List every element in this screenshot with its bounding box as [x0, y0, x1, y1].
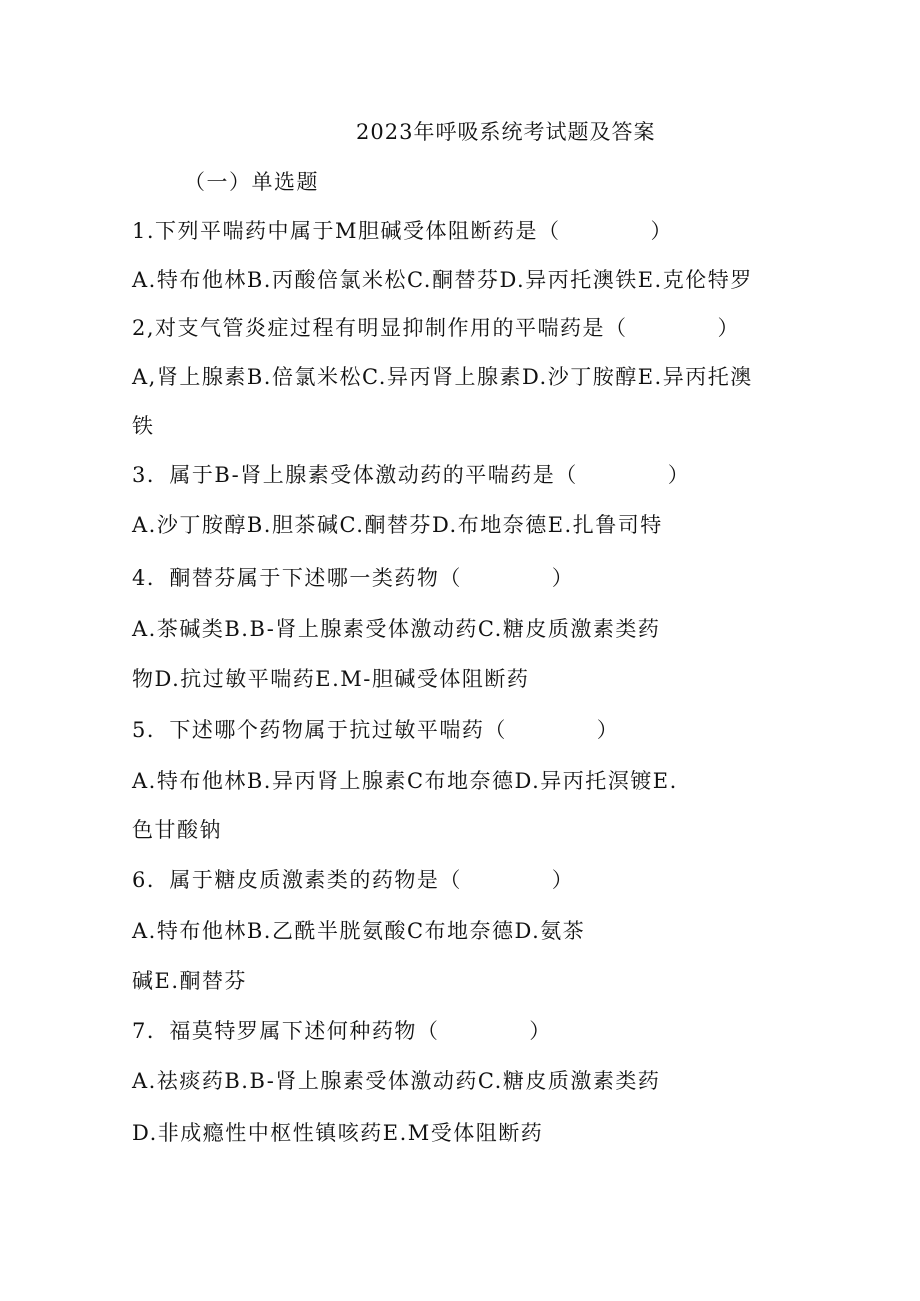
question-2-options: A,肾上腺素B.倍氯米松C.异丙肾上腺素D.沙丁胺醇E.异丙托澳 [132, 365, 753, 389]
question-5-options: A.特布他林B.异丙肾上腺素C布地奈德D.异丙托溟镀E. [132, 769, 678, 793]
question-6-options: A.特布他林B.乙酰半胱氨酸C布地奈德D.氨茶 [132, 919, 586, 943]
question-4: 4．酮替芬属于下述哪一类药物（ ） [132, 566, 575, 590]
question-6: 6．属于糖皮质激素类的药物是（ ） [132, 868, 575, 892]
question-1: 1.下列平喘药中属于M胆碱受体阻断药是（ ） [132, 219, 673, 243]
question-5: 5．下述哪个药物属于抗过敏平喘药（ ） [132, 718, 620, 742]
question-4-options-cont: 物D.抗过敏平喘药E.M-胆碱受体阻断药 [132, 667, 530, 691]
question-4-options: A.茶碱类B.B-肾上腺素受体激动药C.糖皮质激素类药 [132, 617, 661, 641]
question-3: 3．属于B-肾上腺素受体激动药的平喘药是（ ） [132, 463, 691, 487]
question-6-options-cont: 碱E.酮替芬 [132, 969, 248, 993]
question-7-options: A.祛痰药B.B-肾上腺素受体激动药C.糖皮质激素类药 [132, 1069, 661, 1093]
question-2: 2,对支气管炎症过程有明显抑制作用的平喘药是（ ） [132, 316, 740, 340]
question-2-options-cont: 铁 [132, 414, 155, 438]
section-heading: （一）单选题 [184, 170, 319, 194]
question-5-options-cont: 色甘酸钠 [132, 818, 222, 842]
question-1-options: A.特布他林B.丙酸倍氯米松C.酮替芬D.异丙托澳铁E.克伦特罗 [132, 268, 753, 292]
question-7-options-cont: D.非成瘾性中枢性镇咳药E.M受体阻断药 [132, 1121, 544, 1145]
question-7: 7．福莫特罗属下述何种药物（ ） [132, 1019, 552, 1043]
question-3-options: A.沙丁胺醇B.胆茶碱C.酮替芬D.布地奈德E.扎鲁司特 [132, 513, 663, 537]
document-title: 2023年呼吸系统考试题及答案 [356, 120, 656, 144]
